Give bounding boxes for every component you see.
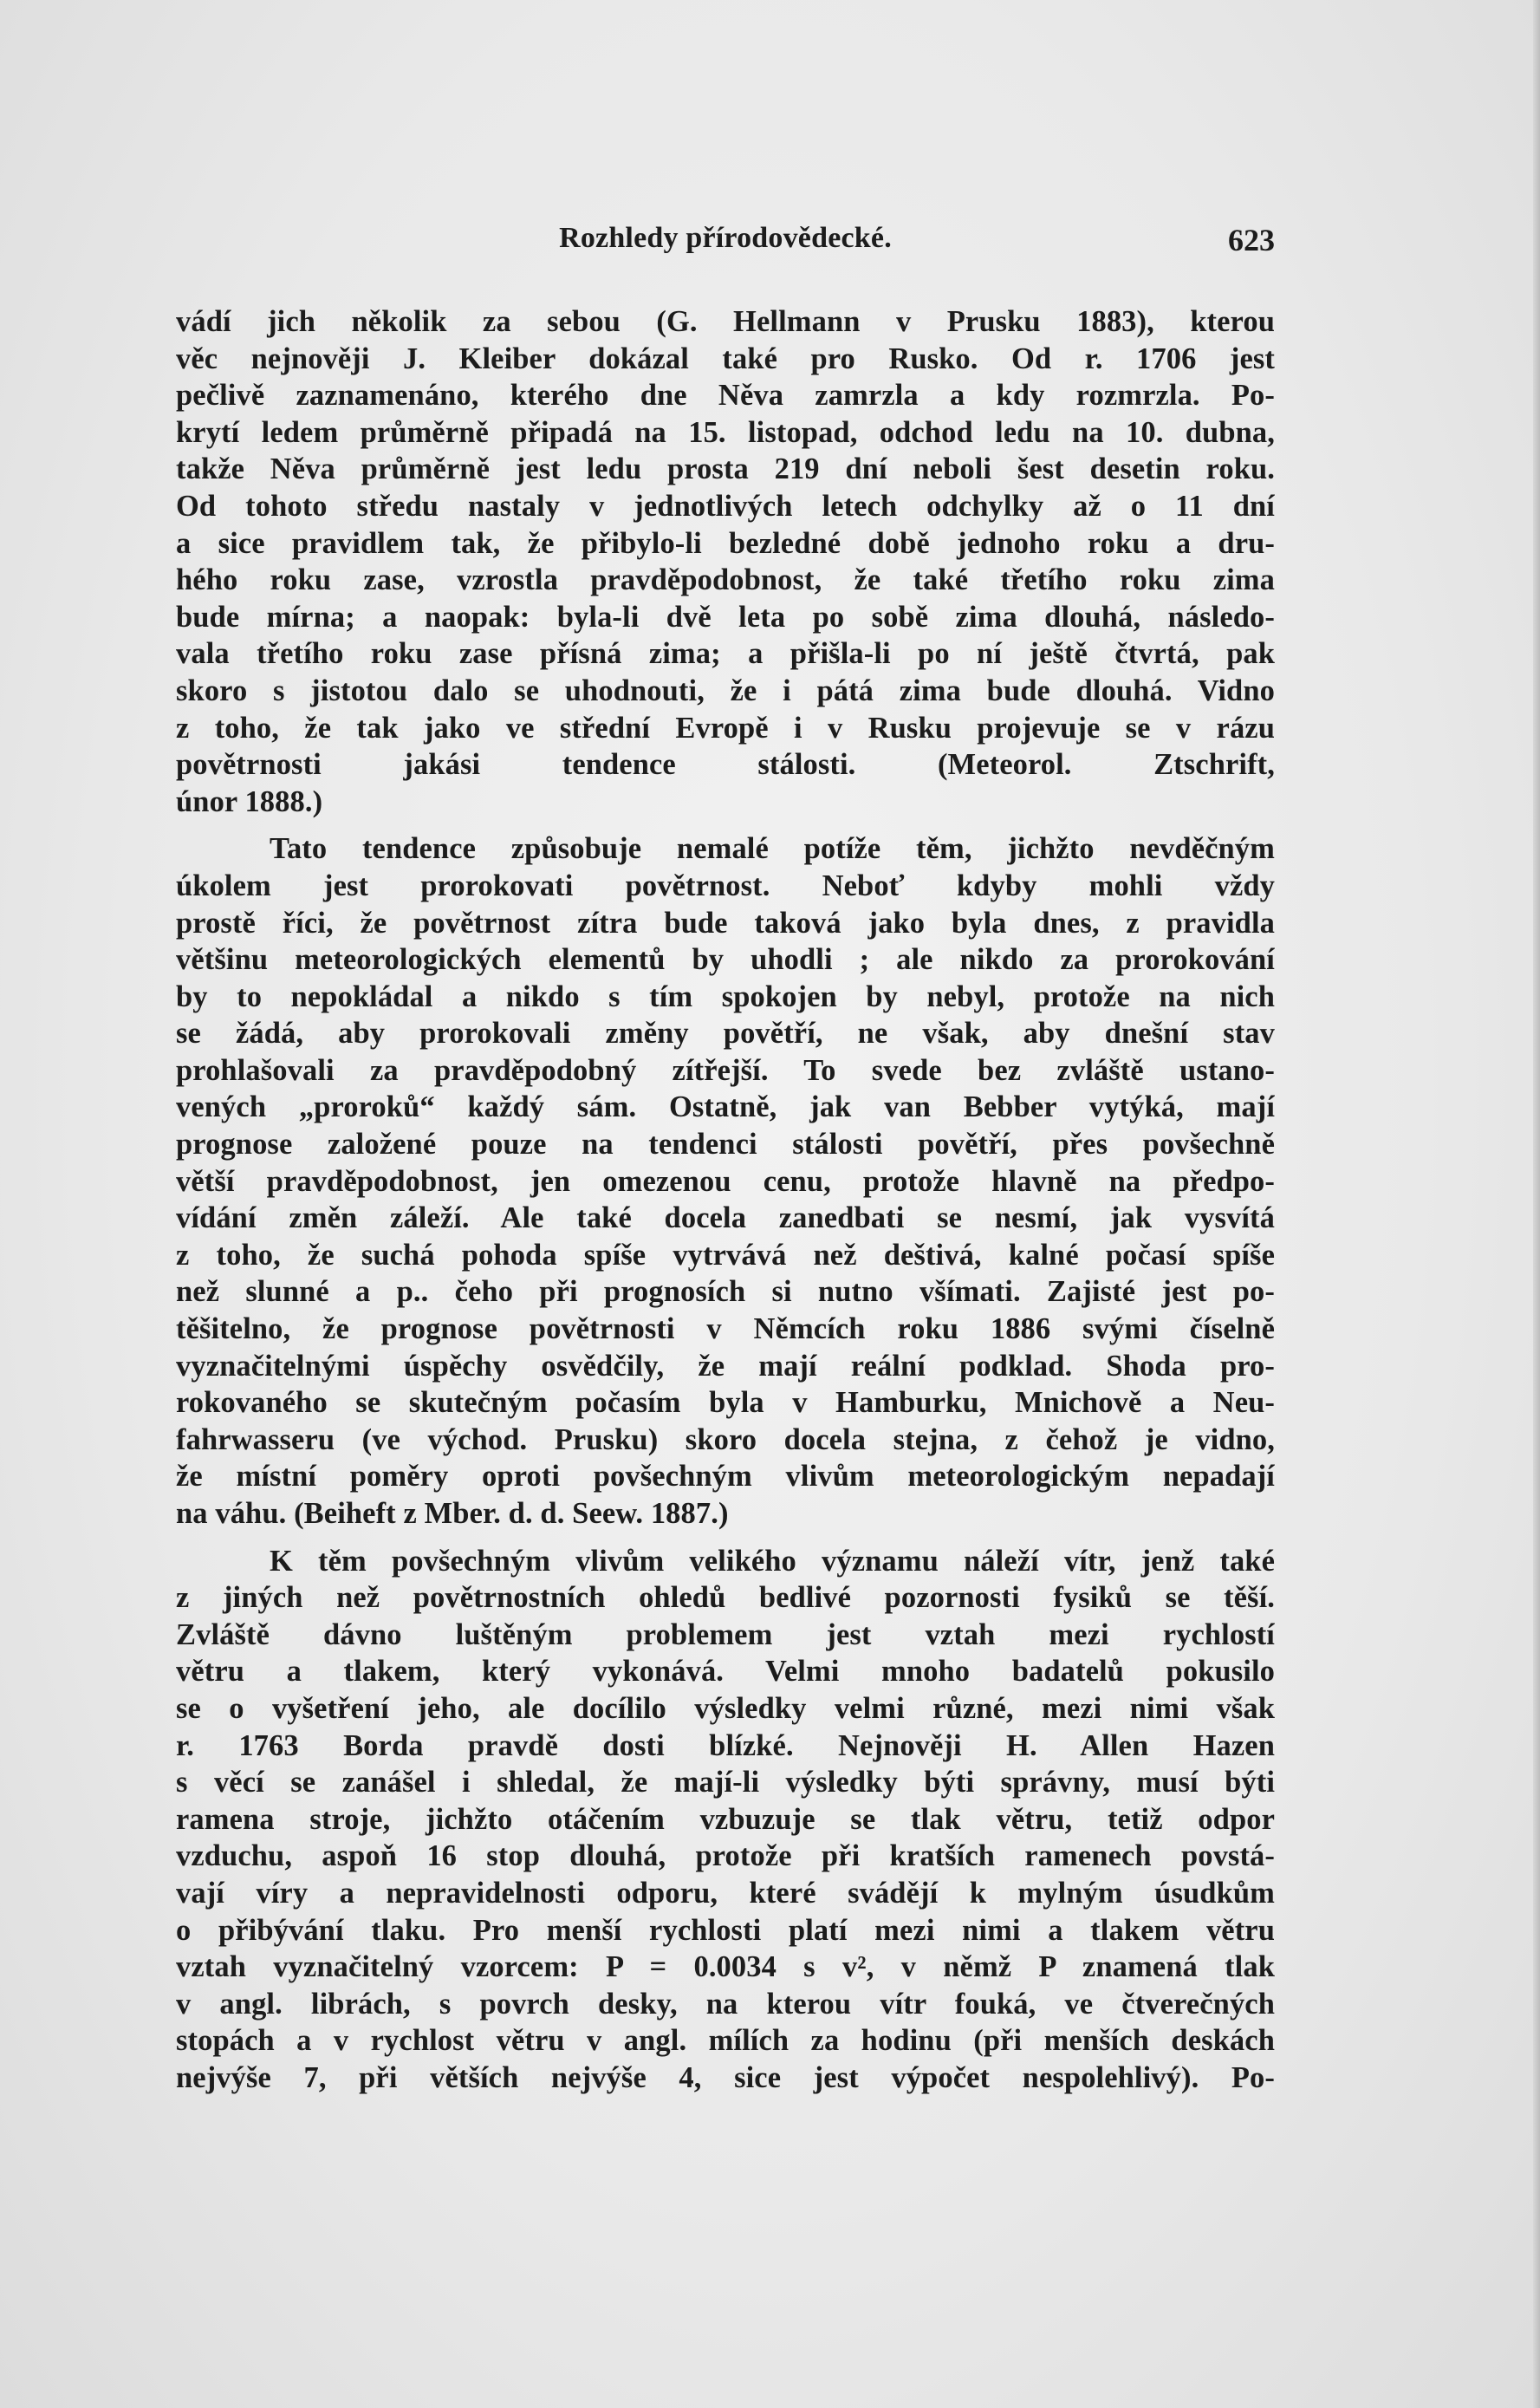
text-line: vídání změn záleží. Ale také docela zanedbati se nesmí, jak vysvítá bbox=[176, 1201, 1275, 1235]
text-line: prostě říci, že povětrnost zítra bude taková jako byla dnes, z pravidla bbox=[176, 906, 1275, 940]
text-line: vádí jich několik za sebou (G. Hellmann v Prusku 1883), kterou bbox=[176, 305, 1275, 338]
text-line: únor 1888.) bbox=[176, 784, 323, 818]
text-line: takže Něva průměrně jest ledu prosta 219 dní neboli šest desetin roku. bbox=[176, 452, 1275, 486]
text-line: na váhu. (Beiheft z Mber. d. d. Seew. 1887.) bbox=[176, 1497, 729, 1530]
text-line: prognose založené pouze na tendenci stálosti povětří, přes povšechně bbox=[176, 1128, 1275, 1162]
text-line: těšitelno, že prognose povětrnosti v Němcích roku 1886 svými číselně bbox=[176, 1312, 1275, 1346]
text-line: nejvýše 7, při větších nejvýše 4, sice jest výpočet nespolehlivý). Po- bbox=[176, 2060, 1275, 2094]
text-line: ramena stroje, jichžto otáčením vzbuzuje se tlak větru, tetiž odpor bbox=[176, 1802, 1275, 1836]
page-header bbox=[176, 222, 1275, 264]
text-line: Zvláště dávno luštěným problemem jest vztah mezi rychlostí bbox=[176, 1617, 1275, 1651]
paragraph-1 bbox=[176, 303, 1275, 820]
running-title: Rozhledy přírodovědecké. bbox=[559, 222, 892, 254]
text-line: vených „proroků“ každý sám. Ostatně, jak van Bebber vytýká, mají bbox=[176, 1090, 1275, 1124]
text-line: věc nejnověji J. Kleiber dokázal také pro Rusko. Od r. 1706 jest bbox=[176, 342, 1275, 375]
text-line: z toho, že suchá pohoda spíše vytrvává než deštivá, kalné počasí spíše bbox=[176, 1238, 1275, 1272]
text-line: krytí ledem průměrně připadá na 15. listopad, odchod ledu na 10. dubna, bbox=[176, 415, 1275, 449]
text-line: povětrnosti jakási tendence stálosti. (Meteorol. Ztschrift, bbox=[176, 748, 1275, 782]
body-text bbox=[176, 303, 1275, 2097]
text-line: vztah vyznačitelný vzorcem: P = 0.0034 s v², v němž P znamená tlak bbox=[176, 1950, 1275, 1984]
paragraph-2 bbox=[176, 830, 1275, 1532]
text-line: bude mírna; a naopak: byla-li dvě leta po sobě zima dlouhá, následo- bbox=[176, 600, 1275, 634]
text-line: fahrwasseru (ve východ. Prusku) skoro docela stejna, z čehož je vidno, bbox=[176, 1422, 1275, 1456]
text-line: Od tohoto středu nastaly v jednotlivých letech odchylky až o 11 dní bbox=[176, 489, 1275, 523]
paragraph-3 bbox=[176, 1543, 1275, 2097]
text-line: že místní poměry oproti povšechným vlivům meteorologickým nepadají bbox=[176, 1460, 1275, 1494]
text-line: s věcí se zanášel i shledal, že mají-li výsledky býti správny, musí býti bbox=[176, 1766, 1275, 1799]
text-line: rokovaného se skutečným počasím byla v Hamburku, Mnichově a Neu- bbox=[176, 1386, 1275, 1420]
text-line: z toho, že tak jako ve střední Evropě i v Rusku projevuje se v rázu bbox=[176, 711, 1275, 745]
text-line: K těm povšechným vlivům velikého významu náleží vítr, jenž také bbox=[270, 1544, 1275, 1578]
text-line: o přibývání tlaku. Pro menší rychlosti platí mezi nimi a tlakem větru bbox=[176, 1913, 1275, 1947]
page-number: 623 bbox=[1228, 223, 1275, 257]
text-line: Tato tendence způsobuje nemalé potíže těm, jichžto nevděčným bbox=[270, 832, 1275, 866]
text-line: stopách a v rychlost větru v angl. mílích za hodinu (při menších deskách bbox=[176, 2024, 1275, 2058]
text-line: a sice pravidlem tak, že přibylo-li bezledné době jednoho roku a dru- bbox=[176, 526, 1275, 560]
text-line: vala třetího roku zase přísná zima; a přišla-li po ní ještě čtvrtá, pak bbox=[176, 637, 1275, 671]
text-line: vyznačitelnými úspěchy osvědčily, že mají reální podklad. Shoda pro- bbox=[176, 1349, 1275, 1383]
text-line: se o vyšetření jeho, ale docílilo výsledky velmi různé, mezi nimi však bbox=[176, 1691, 1275, 1725]
text-line: vají víry a nepravidelnosti odporu, které svádějí k mylným úsudkům bbox=[176, 1876, 1275, 1910]
text-line: z jiných než povětrnostních ohledů bedlivé pozornosti fysiků se těší. bbox=[176, 1581, 1275, 1615]
text-line: vzduchu, aspoň 16 stop dlouhá, protože při kratších ramenech povstá- bbox=[176, 1839, 1275, 1873]
text-line: hého roku zase, vzrostla pravděpodobnost, že také třetího roku zima bbox=[176, 563, 1275, 597]
text-line: prohlašovali za pravděpodobný zítřejší. To svede bez zvláště ustano- bbox=[176, 1053, 1275, 1087]
text-line: větší pravděpodobnost, jen omezenou cenu, protože hlavně na předpo- bbox=[176, 1164, 1275, 1198]
text-line: by to nepokládal a nikdo s tím spokojen by nebyl, protože na nich bbox=[176, 979, 1275, 1013]
text-line: pečlivě zaznamenáno, kterého dne Něva zamrzla a kdy rozmrzla. Po- bbox=[176, 379, 1275, 413]
text-line: v angl. librách, s povrch desky, na kterou vítr fouká, ve čtverečných bbox=[176, 1987, 1275, 2021]
text-line: větru a tlakem, který vykonává. Velmi mnoho badatelů pokusilo bbox=[176, 1655, 1275, 1689]
text-line: skoro s jistotou dalo se uhodnouti, že i pátá zima bude dlouhá. Vidno bbox=[176, 674, 1275, 707]
text-line: většinu meteorologických elementů by uhodli ; ale nikdo za prorokování bbox=[176, 943, 1275, 977]
text-line: úkolem jest prorokovati povětrnost. Neboť kdyby mohli vždy bbox=[176, 869, 1275, 902]
text-line: se žádá, aby prorokovali změny povětří, ne však, aby dnešní stav bbox=[176, 1017, 1275, 1051]
page-edge bbox=[1533, 0, 1540, 2408]
text-line: než slunné a p.. čeho při prognosích si nutno všímati. Zajisté jest po- bbox=[176, 1275, 1275, 1309]
text-line: r. 1763 Borda pravdě dosti blízké. Nejnověji H. Allen Hazen bbox=[176, 1728, 1275, 1762]
